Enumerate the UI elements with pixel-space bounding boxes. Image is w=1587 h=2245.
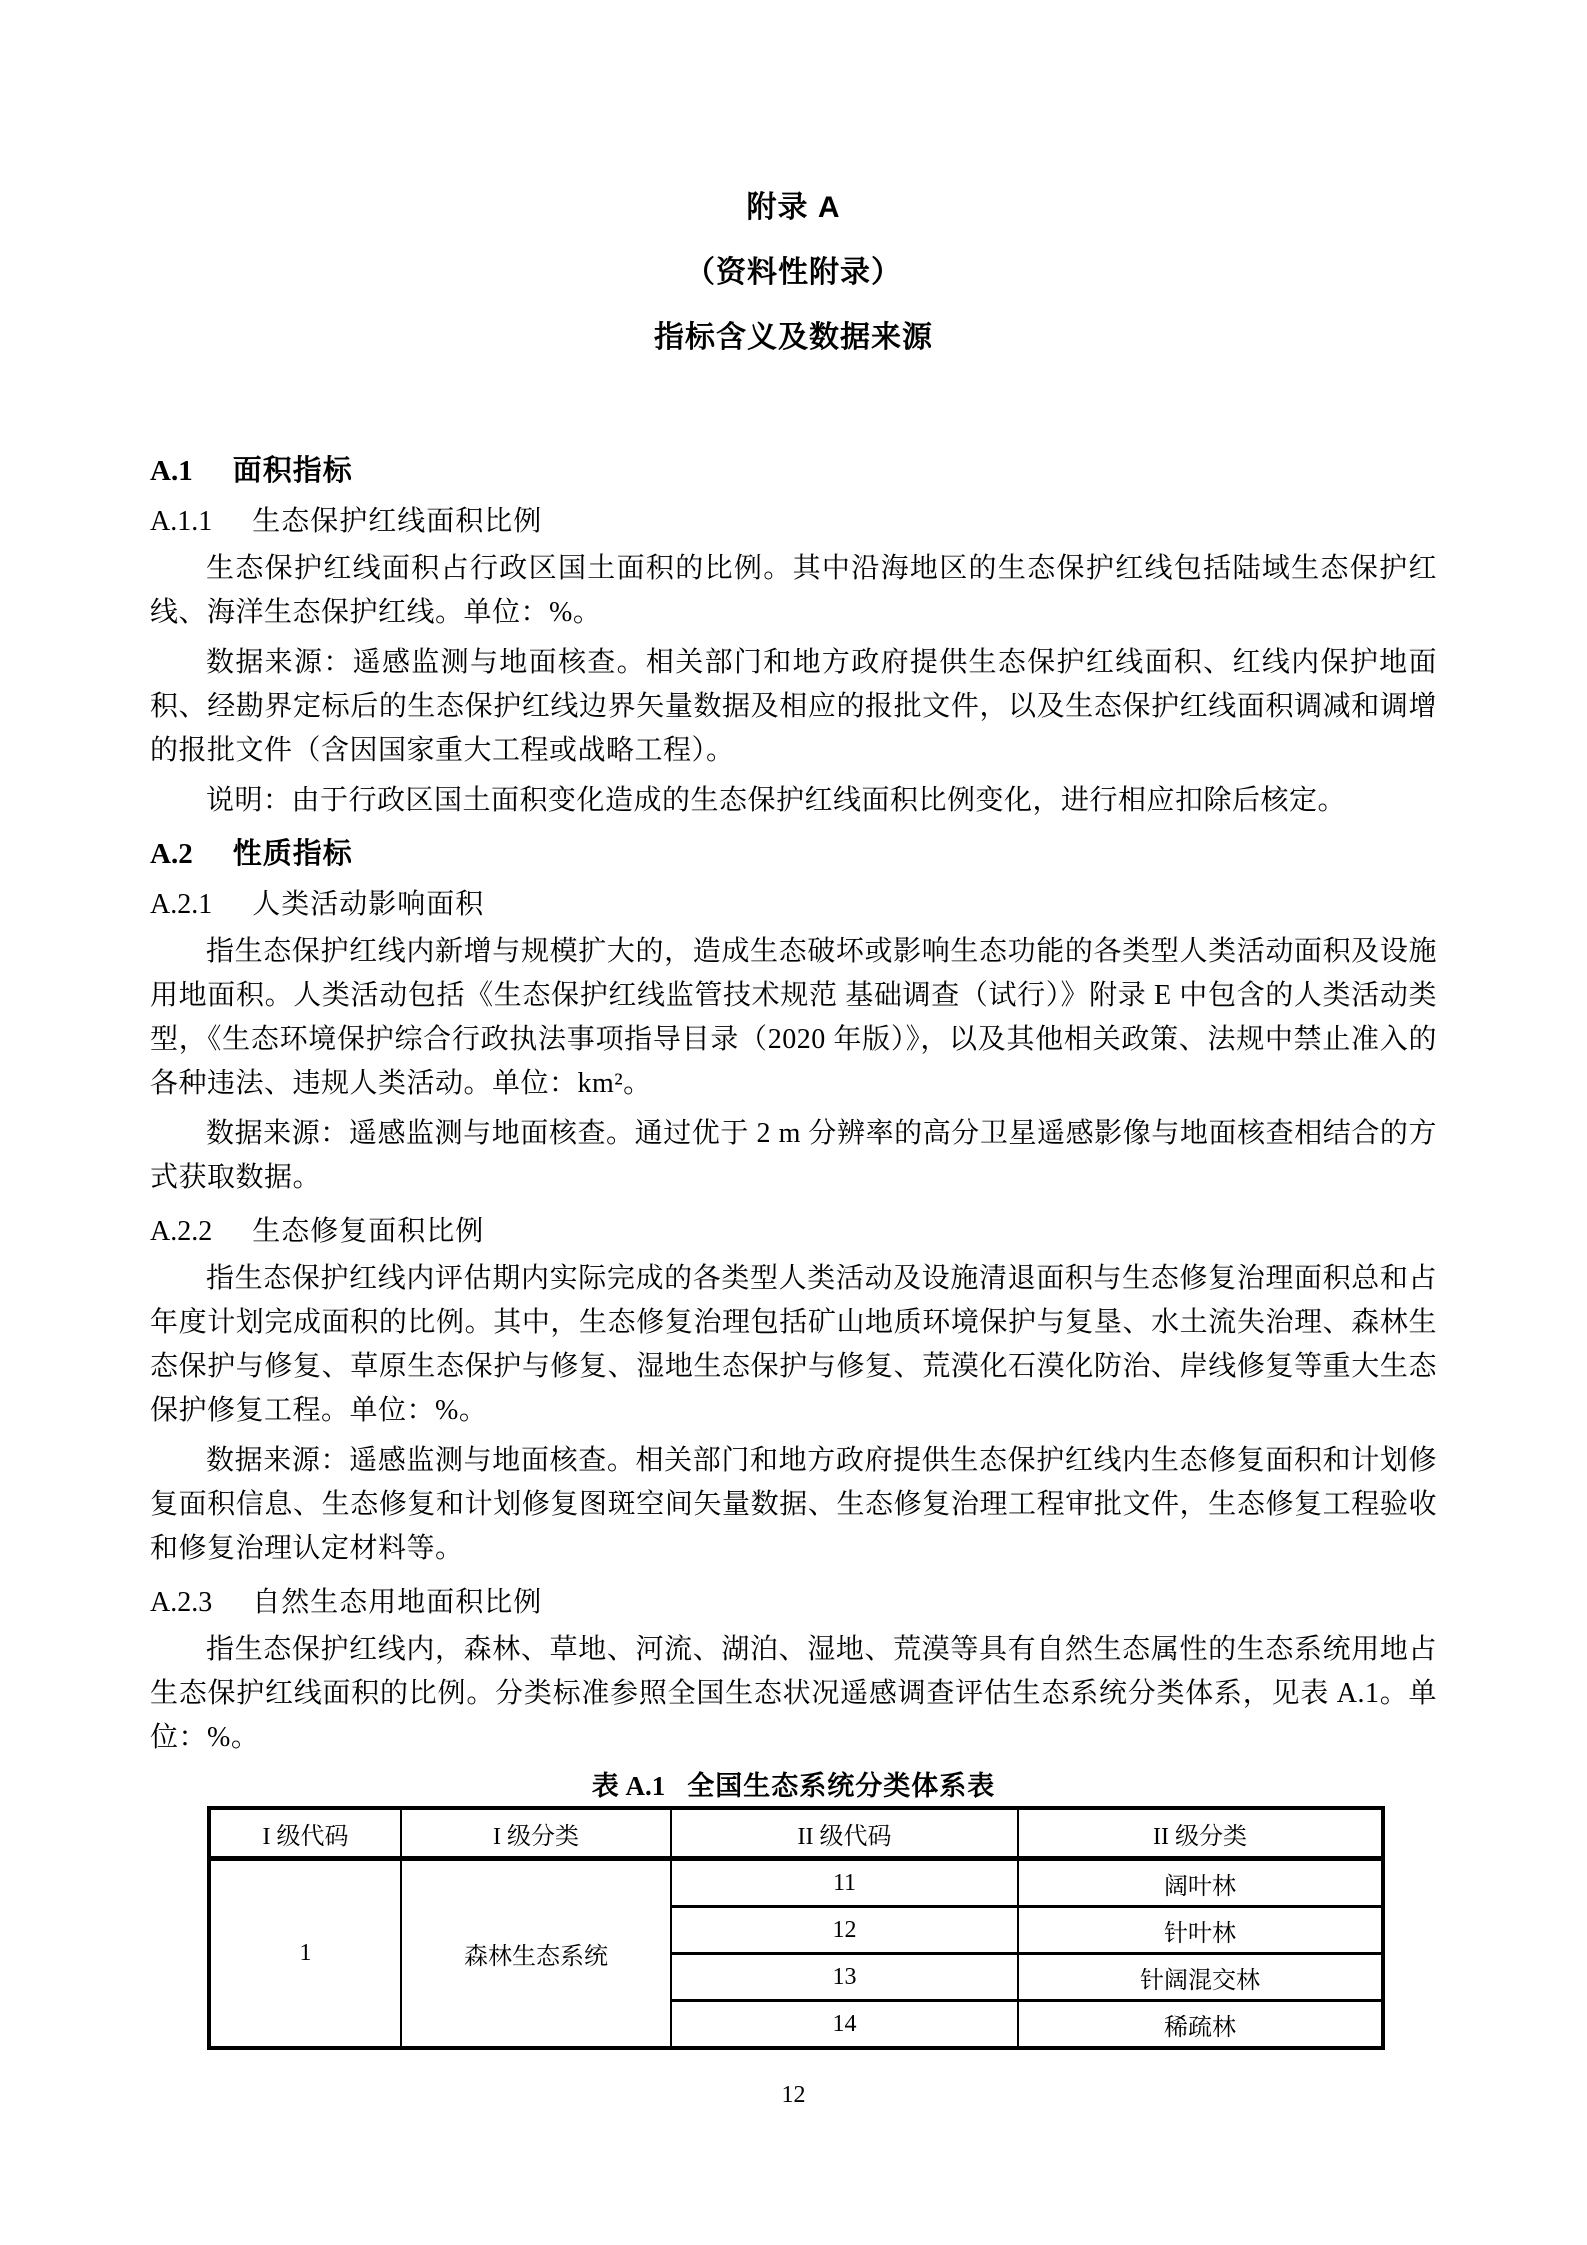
section-title-a2: 性质指标 <box>232 838 353 870</box>
appendix-title: 附录 A <box>746 191 841 224</box>
col-header-level1-class: I 级分类 <box>401 1808 671 1859</box>
table-caption-label: 表 A.1 <box>591 1771 666 1801</box>
section-number-a2: A.2 <box>150 838 193 870</box>
section-number-a21: A.2.1 <box>150 889 213 920</box>
col-header-level2-class: II 级分类 <box>1018 1808 1383 1859</box>
paragraph-a23-definition: 指生态保护红线内，森林、草地、河流、湖泊、湿地、荒漠等具有自然生态属性的生态系统用地占生态保护红线面积的比例。分类标准参照全国生态状况遥感调查评估生态系统分类体系，见表 A.1。单位：%。 <box>150 1634 1437 1753</box>
section-heading-a11 <box>150 496 1437 547</box>
paragraph-a11-data-source: 数据来源：遥感监测与地面核查。相关部门和地方政府提供生态保护红线面积、红线内保护地面积、经勘界定标后的生态保护红线边界矢量数据及相应的报批文件，以及生态保护红线面积调减和调增的报批文件（含因国家重大工程或战略工程）。 <box>150 647 1437 766</box>
section-number-a11: A.1.1 <box>150 506 213 537</box>
section-heading-a2 <box>150 829 1437 879</box>
section-heading-a21 <box>150 879 1437 930</box>
paragraph-a21-data-source: 数据来源：遥感监测与地面核查。通过优于 2 m 分辨率的高分卫星遥感影像与地面核查相结合的方式获取数据。 <box>150 1118 1437 1193</box>
table-caption <box>150 1766 1437 1806</box>
cell-level2-code: 11 <box>671 1859 1018 1907</box>
cell-level2-class: 针叶林 <box>1018 1907 1383 1954</box>
section-title-a21: 人类活动影响面积 <box>252 888 485 919</box>
cell-level2-code: 12 <box>671 1907 1018 1954</box>
section-heading-a23 <box>150 1577 1437 1628</box>
section-number-a1: A.1 <box>150 455 193 487</box>
section-heading-a22 <box>150 1206 1437 1257</box>
col-header-level2-code: II 级代码 <box>671 1808 1018 1859</box>
appendix-type: （资料性附录） <box>685 256 902 289</box>
cell-level2-class: 稀疏林 <box>1018 2001 1383 2049</box>
col-header-level1-code: I 级代码 <box>209 1808 401 1859</box>
cell-level2-class: 阔叶林 <box>1018 1859 1383 1907</box>
table-row <box>209 1859 1383 1907</box>
cell-level2-code: 14 <box>671 2001 1018 2049</box>
cell-level1-class: 森林生态系统 <box>401 1859 671 2049</box>
section-heading-a1 <box>150 446 1437 496</box>
cell-level2-class: 针阔混交林 <box>1018 1954 1383 2001</box>
paragraph-a22-data-source: 数据来源：遥感监测与地面核查。相关部门和地方政府提供生态保护红线内生态修复面积和计划修复面积信息、生态修复和计划修复图斑空间矢量数据、生态修复治理工程审批文件，生态修复工程验收和修复治理认定材料等。 <box>150 1445 1437 1564</box>
paragraph-a21-definition: 指生态保护红线内新增与规模扩大的，造成生态破坏或影响生态功能的各类型人类活动面积及设施用地面积。人类活动包括《生态保护红线监管技术规范 基础调查（试行）》附录 E 中包含的人类活动类型，《生态环境保护综合行政执法事项指导目录（2020 年版）》，以及其他相关政策、法规中禁止准入的各种违法、违规人类活动。单位：km²。 <box>150 936 1437 1099</box>
section-title-a22: 生态修复面积比例 <box>252 1215 485 1246</box>
section-number-a22: A.2.2 <box>150 1216 213 1247</box>
section-title-a11: 生态保护红线面积比例 <box>252 505 543 536</box>
table-header-row <box>209 1808 1383 1859</box>
appendix-subject: 指标含义及数据来源 <box>654 321 933 354</box>
paragraph-a11-note: 说明：由于行政区国土面积变化造成的生态保护红线面积比例变化，进行相应扣除后核定。 <box>206 785 1347 816</box>
section-number-a23: A.2.3 <box>150 1587 213 1618</box>
section-title-a23: 自然生态用地面积比例 <box>252 1586 543 1617</box>
paragraph-a11-definition: 生态保护红线面积占行政区国土面积的比例。其中沿海地区的生态保护红线包括陆域生态保护红线、海洋生态保护红线。单位：%。 <box>150 553 1437 628</box>
paragraph-a22-definition: 指生态保护红线内评估期内实际完成的各类型人类活动及设施清退面积与生态修复治理面积总和占年度计划完成面积的比例。其中，生态修复治理包括矿山地质环境保护与复垦、水土流失治理、森林生态保护与修复、草原生态保护与修复、湿地生态保护与修复、荒漠化石漠化防治、岸线修复等重大生态保护修复工程。单位：%。 <box>150 1263 1437 1426</box>
table-caption-title: 全国生态系统分类体系表 <box>687 1771 996 1801</box>
cell-level2-code: 13 <box>671 1954 1018 2001</box>
page-number: 12 <box>781 2082 806 2108</box>
section-title-a1: 面积指标 <box>232 455 353 487</box>
ecosystem-classification-table <box>207 1806 1385 2050</box>
cell-level1-code: 1 <box>209 1859 401 2049</box>
